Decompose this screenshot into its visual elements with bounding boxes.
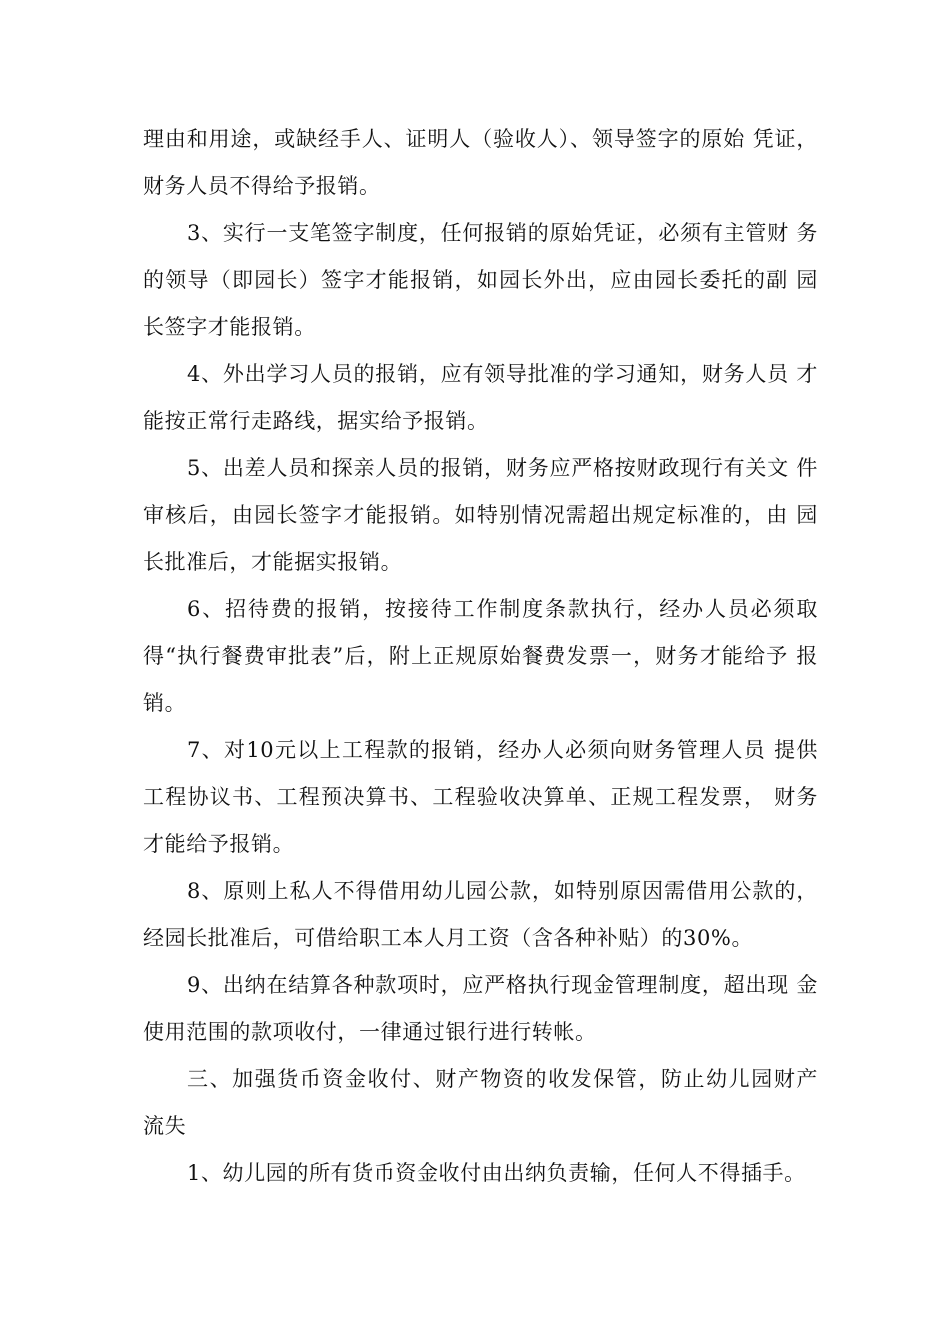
document-page	[143, 116, 818, 1197]
paragraph-9: 1、幼儿园的所有货币资金收付由出纳负责输，任何人不得插手。	[187, 1161, 806, 1185]
paragraph-8: 9、出纳在结算各种款项时，应严格执行现金管理制度，超出现 金使用范围的款项收付，一律通过银行进行转帐。	[143, 973, 818, 1044]
paragraph-2: 3、实行一支笔签字制度，任何报销的原始凭证，必须有主管财 务的领导（即园长）签字才能报销，如园长外出，应由园长委托的副 园长签字才能报销。	[143, 221, 818, 339]
paragraph-1: 理由和用途，或缺经手人、证明人（验收人）、领导签字的原始 凭证，财务人员不得给予报销。	[143, 127, 818, 198]
paragraph-6: 7、对10元以上工程款的报销，经办人必须向财务管理人员 提供工程协议书、工程预决算书、工程验收决算单、正规工程发票， 财务才能给予报销。	[143, 738, 818, 856]
paragraph-4: 5、出差人员和探亲人员的报销，财务应严格按财政现行有关文 件审核后，由园长签字才能报销。如特别情况需超出规定标准的，由 园长批准后，才能据实报销。	[143, 456, 818, 574]
paragraph-5: 6、招待费的报销，按接待工作制度条款执行，经办人员必须取得“执行餐费审批表”后，附上正规原始餐费发票一，财务才能给予 报销。	[143, 597, 818, 715]
paragraph-7: 8、原则上私人不得借用幼儿园公款，如特别原因需借用公款的，经园长批准后，可借给职工本人月工资（含各种补贴）的30%。	[143, 879, 818, 950]
section-heading-3: 三、加强货币资金收付、财产物资的收发保管，防止幼儿园财产 流失	[143, 1067, 818, 1138]
paragraph-3: 4、外出学习人员的报销，应有领导批准的学习通知，财务人员 才能按正常行走路线，据实给予报销。	[143, 362, 818, 433]
